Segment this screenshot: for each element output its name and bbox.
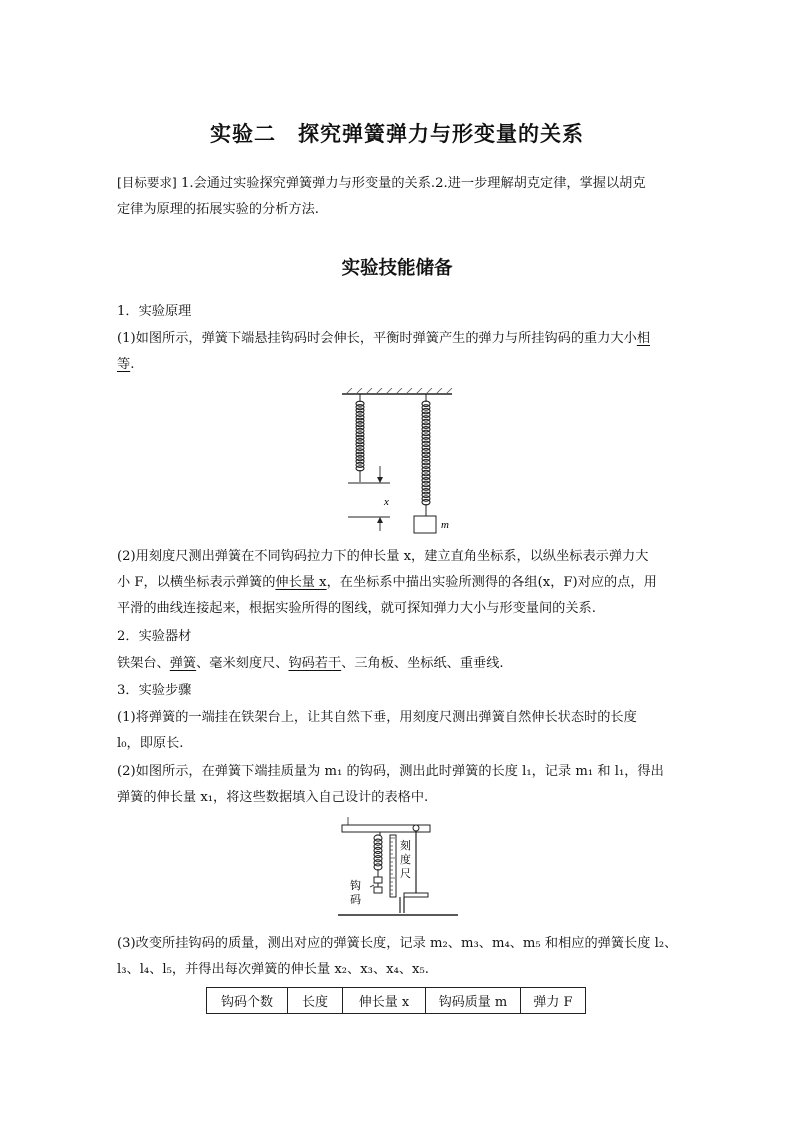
steps-p3-line2: l₃、l₄、l₅，并得出每次弹簧的伸长量 x₂、x₃、x₄、x₅. (117, 962, 429, 977)
m-label: m (441, 519, 449, 531)
principle-heading: 1．实验原理 (117, 304, 192, 319)
goal-text-line2: 定律为原理的拓展实验的分析方法. (117, 202, 320, 217)
principle-paragraph-1 (117, 326, 679, 378)
principle-p2-line1: (2)用刻度尺测出弹簧在不同钩码拉力下的伸长量 x，建立直角坐标系，以纵坐标表示弹力大 (117, 549, 649, 564)
steps-p3-line1: (3)改变所挂钩码的质量，测出对应的弹簧长度，记录 m₂、m₃、m₄、m₅ 和相应的弹簧长度 l₂、 (117, 936, 678, 951)
equipment-answer-hooks: 钩码若干 (288, 656, 342, 671)
ruler (390, 835, 396, 897)
principle-p2-line2-post: ，在坐标系中描出实验所测得的各组(x，F)对应的点，用 (326, 575, 657, 590)
stand-spring (374, 835, 382, 873)
equipment-text-b: 、毫米刻度尺、 (196, 656, 289, 671)
mass-block (414, 516, 436, 533)
principle-p1-text: (1)如图所示，弹簧下端悬挂钩码时会伸长，平衡时弹簧产生的弹力与所挂钩码的重力大小 (117, 331, 637, 346)
x-label: x (384, 496, 389, 508)
principle-p1-end: . (130, 357, 135, 372)
equipment-answer-spring: 弹簧 (169, 656, 197, 671)
ceiling-hatch (346, 388, 452, 394)
iron-stand-figure (334, 817, 462, 923)
ruler-base (404, 893, 428, 897)
x-arrowhead-top (377, 477, 383, 483)
principle-p2-answer: 伸长量 x (275, 575, 327, 590)
principle-paragraph-2 (117, 544, 679, 622)
table-header-row (207, 988, 586, 1014)
hook-label-2: 码 (350, 893, 361, 906)
equipment-list (117, 651, 679, 677)
goal-paragraph (117, 170, 679, 223)
page-title (0, 118, 794, 148)
ruler-label-1: 刻 (400, 839, 411, 852)
steps-heading: 3．实验步骤 (117, 683, 192, 698)
ruler-label-3: 尺 (400, 867, 411, 880)
steps-paragraph-1 (117, 705, 679, 757)
table-header-length: 长度 (288, 988, 343, 1014)
steps-p2-line2: 弹簧的伸长量 x₁，将这些数据填入自己设计的表格中. (117, 790, 429, 805)
spring-left (356, 394, 364, 482)
x-arrowhead-bottom (377, 517, 383, 523)
principle-p2-line3: 平滑的曲线连接起来，根据实验所得的图线，就可探知弹力大小与形变量间的关系. (117, 601, 596, 616)
steps-paragraph-3 (117, 931, 679, 983)
table-header-hook-count: 钩码个数 (207, 988, 288, 1014)
spring-figure-1 (340, 388, 460, 536)
hook-label-1: 钩 (350, 879, 361, 892)
spring-right (422, 394, 430, 516)
section-title: 实验技能储备 (341, 258, 453, 279)
table-header-extension: 伸长量 x (343, 988, 426, 1014)
title-part1: 实验二 (210, 122, 276, 146)
goal-tag: [目标要求] (117, 175, 177, 190)
hook-weights (374, 873, 382, 893)
data-table (206, 987, 586, 1014)
goal-text-line1: 1.会通过实验探究弹簧弹力与形变量的关系.2.进一步理解胡克定律，掌握以胡克 (180, 176, 646, 191)
principle-p1-answer-b: 等 (117, 357, 131, 372)
steps-p1-line2: l₀，即原长. (117, 736, 184, 751)
steps-paragraph-2 (117, 759, 679, 811)
equipment-text-a: 铁架台、 (117, 656, 170, 671)
steps-p2-line1: (2)如图所示，在弹簧下端挂质量为 m₁ 的钩码，测出此时弹簧的长度 l₁，记录 m₁ 和 l₁，得出 (117, 764, 664, 779)
principle-p2-line2-pre: 小 F，以横坐标表示弹簧的 (117, 575, 276, 590)
steps-p1-line1: (1)将弹簧的一端挂在铁架台上，让其自然下垂，用刻度尺测出弹簧自然伸长状态时的长度 (117, 710, 637, 725)
ruler-label-2: 度 (400, 853, 411, 866)
title-part2: 探究弹簧弹力与形变量的关系 (298, 122, 584, 146)
clamp-knob (413, 825, 419, 831)
equipment-text-c: 、三角板、坐标纸、重垂线. (341, 656, 504, 671)
table-header-mass: 钩码质量 m (426, 988, 521, 1014)
table-header-force: 弹力 F (521, 988, 586, 1014)
principle-p1-answer-a: 相 (636, 331, 650, 346)
equipment-heading: 2．实验器材 (117, 629, 192, 644)
